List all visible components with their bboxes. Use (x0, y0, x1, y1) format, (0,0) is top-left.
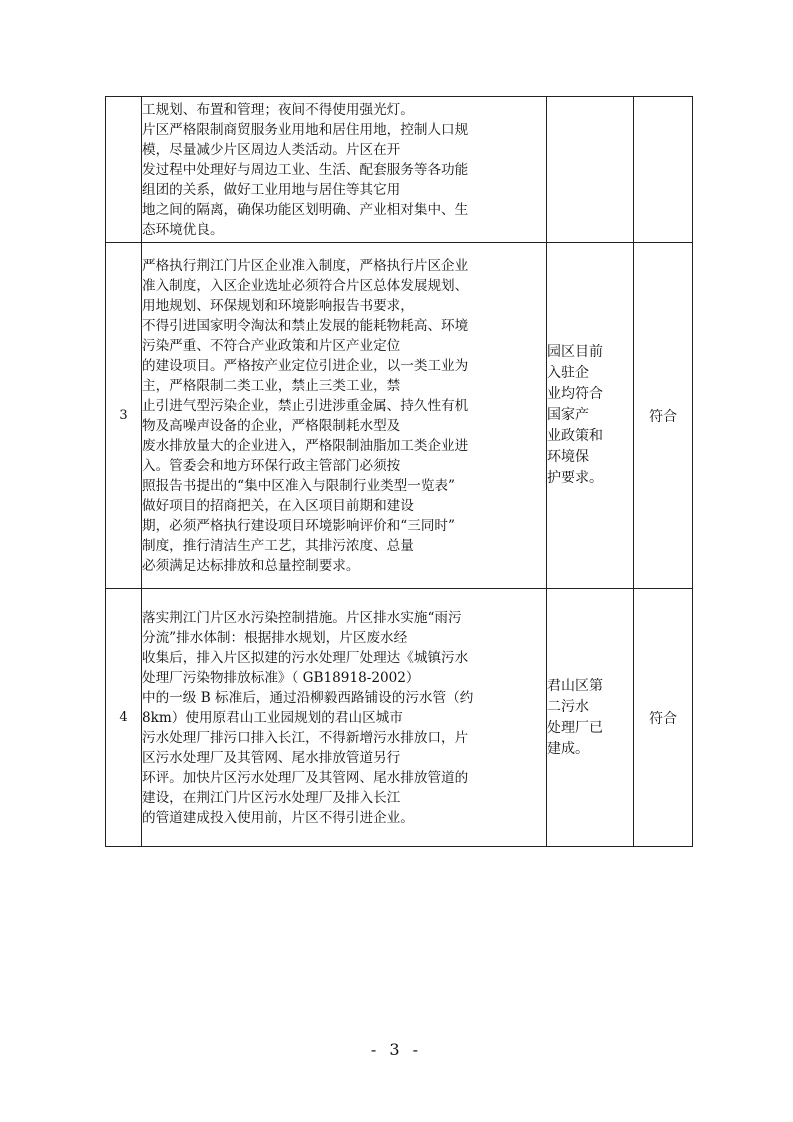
actual-status-line: 二污水 (547, 698, 589, 715)
requirement-cell (142, 97, 547, 243)
row-number-cell (106, 97, 142, 243)
requirement-cell (142, 589, 547, 847)
actual-status-cell (547, 589, 634, 847)
requirement-line: 工规划、布置和管理；夜间不得使用强光灯。 (142, 101, 414, 118)
actual-status-line: 君山区第 (547, 677, 603, 694)
requirement-line: 模，尽量减少片区周边人类活动。片区在开 (142, 141, 401, 158)
requirement-line: 8km）使用原君山工业园规划的君山区城市 (142, 709, 403, 726)
actual-status-line: 处理厂已 (547, 719, 603, 736)
requirement-line: 区污水处理厂及其管网、尾水排放管道另行 (142, 749, 401, 766)
requirement-line: 废水排放量大的企业进入，严格限制油脂加工类企业进 (142, 437, 469, 454)
requirement-line: 的管道建成投入使用前，片区不得引进企业。 (142, 809, 414, 826)
actual-status-cell (547, 97, 634, 243)
row-number-cell: 4 (106, 589, 142, 847)
requirement-line: 地之间的隔离，确保功能区划明确、产业相对集中、生 (142, 201, 469, 218)
requirement-line: 发过程中处理好与周边工业、生活、配套服务等各功能 (142, 161, 469, 178)
requirement-line: 处理厂污染物排放标准》（ GB18918-2002） (142, 669, 420, 686)
requirement-line: 不得引进国家明令淘汰和禁止发展的能耗物耗高、环境 (142, 317, 469, 334)
requirement-line: 落实荆江门片区水污染控制措施。片区排水实施“雨污 (142, 609, 462, 626)
requirement-line: 中的一级 B 标准后，通过沿柳毅西路铺设的污水管（约 (142, 689, 474, 706)
actual-status-line: 护要求。 (547, 470, 603, 486)
requirement-line: 制度，推行清洁生产工艺，其排污浓度、总量 (142, 537, 414, 554)
actual-status-line: 环境保 (547, 449, 589, 465)
requirement-line: 入。管委会和地方环保行政主管部门必须按 (142, 457, 401, 474)
table-row (106, 589, 693, 847)
table-row (106, 97, 693, 243)
requirement-line: 主，严格限制二类工业，禁止三类工业，禁 (142, 377, 401, 394)
requirement-line: 用地规划、环保规划和环境影响报告书要求， (142, 297, 414, 314)
row-number-cell: 3 (106, 243, 142, 589)
requirement-line: 片区严格限制商贸服务业用地和居住用地，控制人口规 (142, 121, 469, 138)
table-row (106, 243, 693, 589)
requirement-cell (142, 243, 547, 589)
result-cell: 符合 (634, 589, 693, 847)
actual-status-line: 国家产 (547, 407, 589, 423)
requirement-line: 做好项目的招商把关，在入区项目前期和建设 (142, 497, 414, 514)
actual-status-line: 园区目前 (547, 344, 603, 360)
actual-status-line: 建成。 (547, 740, 589, 757)
requirement-line: 严格执行荆江门片区企业准入制度，严格执行片区企业 (142, 257, 469, 274)
requirement-line: 污水处理厂排污口排入长江，不得新增污水排放口，片 (142, 729, 469, 746)
requirement-line: 物及高噪声设备的企业，严格限制耗水型及 (142, 417, 401, 434)
requirement-line: 的建设项目。严格按产业定位引进企业，以一类工业为 (142, 357, 469, 374)
requirement-line: 照报告书提出的“集中区准入与限制行业类型一览表” (142, 477, 455, 494)
result-cell (634, 97, 693, 243)
requirement-line: 组团的关系，做好工业用地与居住等其它用 (142, 181, 401, 198)
requirement-line: 建设，在荆江门片区污水处理厂及排入长江 (142, 789, 401, 806)
requirement-line: 分流”排水体制：根据排水规划，片区废水经 (142, 629, 408, 646)
requirement-line: 准入制度，入区企业选址必须符合片区总体发展规划、 (142, 277, 469, 294)
requirement-line: 态环境优良。 (142, 221, 224, 238)
compliance-table (105, 96, 693, 847)
requirement-line: 收集后，排入片区拟建的污水处理厂处理达《城镇污水 (142, 649, 469, 666)
requirement-line: 污染严重、不符合产业政策和片区产业定位 (142, 337, 401, 354)
result-cell: 符合 (634, 243, 693, 589)
actual-status-line: 业政策和 (547, 428, 603, 444)
page-number: - 3 - (370, 1040, 423, 1059)
requirement-line: 必须满足达标排放和总量控制要求。 (142, 557, 360, 574)
requirement-line: 期，必须严格执行建设项目环境影响评价和“三同时” (142, 517, 455, 534)
actual-status-cell (547, 243, 634, 589)
requirement-line: 止引进气型污染企业，禁止引进涉重金属、持久性有机 (142, 397, 469, 414)
requirement-line: 环评。加快片区污水处理厂及其管网、尾水排放管道的 (142, 769, 469, 786)
actual-status-line: 业均符合 (547, 386, 603, 402)
actual-status-line: 入驻企 (547, 365, 589, 381)
